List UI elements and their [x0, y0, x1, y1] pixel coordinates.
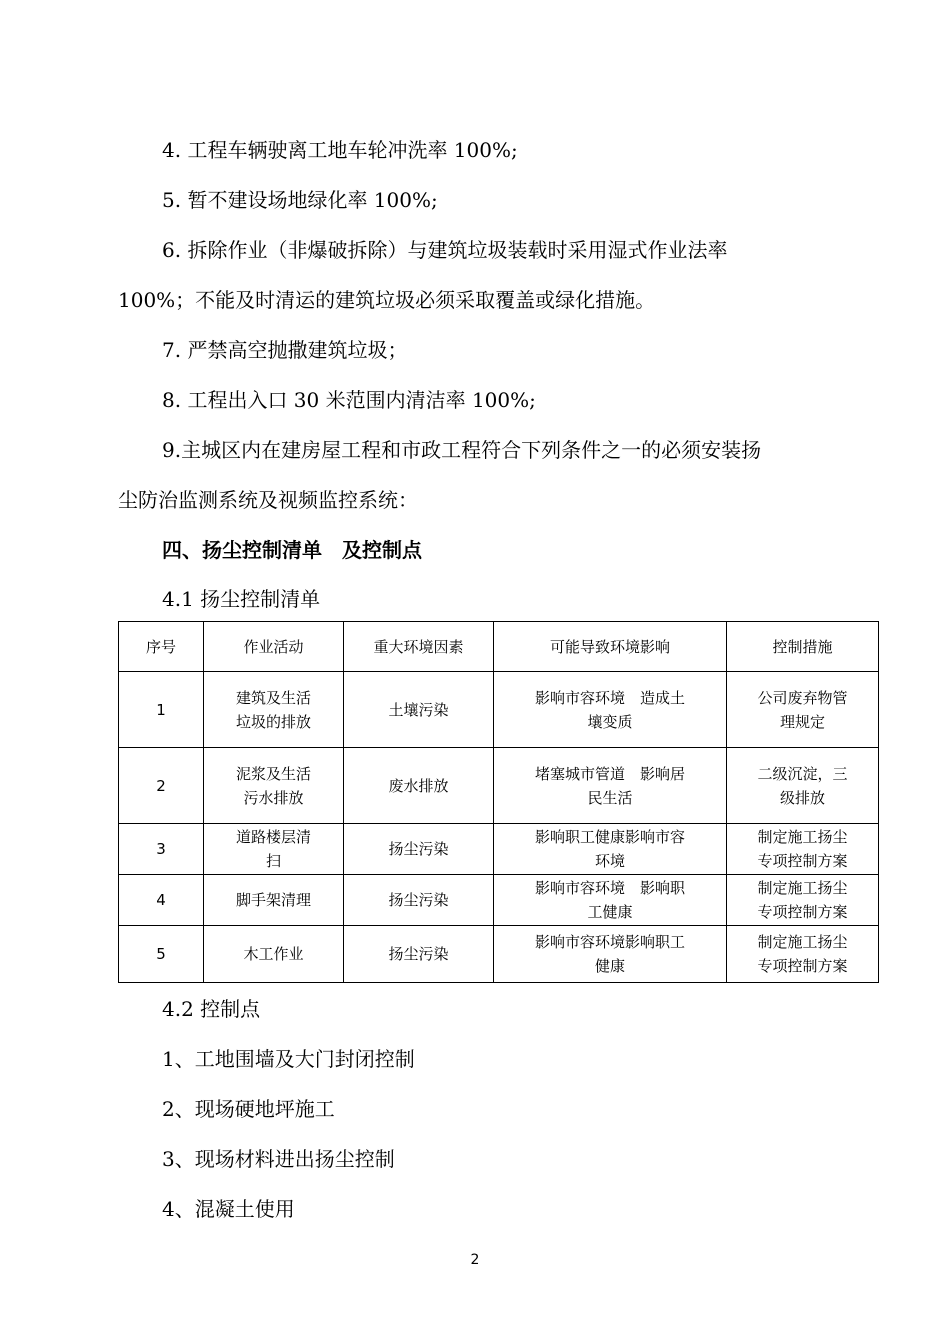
cell-no: 5 [119, 926, 204, 983]
item-6-continued: 100%；不能及时清运的建筑垃圾必须采取覆盖或绿化措施。 [118, 288, 656, 312]
cell-no: 2 [119, 748, 204, 824]
item-9: 9.主城区内在建房屋工程和市政工程符合下列条件之一的必须安装扬 [162, 438, 762, 462]
cell-factor: 扬尘污染 [344, 875, 494, 926]
cell-factor: 土壤污染 [344, 672, 494, 748]
control-point-3: 3、现场材料进出扬尘控制 [162, 1147, 395, 1171]
cell-activity: 木工作业 [204, 926, 344, 983]
page-number: 2 [470, 1252, 480, 1268]
control-point-4: 4、混凝土使用 [162, 1197, 295, 1221]
cell-impact: 影响市容环境 影响职 工健康 [494, 875, 727, 926]
dust-control-table [118, 621, 879, 983]
section-heading: 四、扬尘控制清单 及控制点 [162, 538, 422, 562]
cell-factor: 扬尘污染 [344, 824, 494, 875]
cell-impact: 影响市容环境影响职工 健康 [494, 926, 727, 983]
cell-measure: 公司废弃物管 理规定 [727, 672, 879, 748]
cell-measure: 制定施工扬尘 专项控制方案 [727, 875, 879, 926]
item-6: 6. 拆除作业（非爆破拆除）与建筑垃圾装载时采用湿式作业法率 [162, 238, 728, 262]
cell-impact: 影响市容环境 造成土 壤变质 [494, 672, 727, 748]
cell-factor: 扬尘污染 [344, 926, 494, 983]
item-8: 8. 工程出入口 30 米范围内清洁率 100%; [162, 388, 536, 412]
header-cell: 重大环境因素 [344, 622, 494, 672]
cell-activity: 建筑及生活 垃圾的排放 [204, 672, 344, 748]
header-cell: 控制措施 [727, 622, 879, 672]
cell-activity: 泥浆及生活 污水排放 [204, 748, 344, 824]
cell-impact: 堵塞城市管道 影响居 民生活 [494, 748, 727, 824]
cell-factor: 废水排放 [344, 748, 494, 824]
table-row [119, 672, 879, 748]
item-7: 7. 严禁高空抛撒建筑垃圾； [162, 338, 408, 362]
cell-activity: 道路楼层清 扫 [204, 824, 344, 875]
cell-impact: 影响职工健康影响市容 环境 [494, 824, 727, 875]
item-5: 5. 暂不建设场地绿化率 100%; [162, 188, 438, 212]
cell-no: 4 [119, 875, 204, 926]
header-cell: 序号 [119, 622, 204, 672]
sub-heading-control-points: 4.2 控制点 [162, 997, 261, 1021]
cell-activity: 脚手架清理 [204, 875, 344, 926]
table-row [119, 824, 879, 875]
table-row [119, 875, 879, 926]
item-9-continued: 尘防治监测系统及视频监控系统： [118, 488, 418, 512]
item-4: 4. 工程车辆驶离工地车轮冲洗率 100%; [162, 138, 518, 162]
table-row [119, 926, 879, 983]
sub-heading-dust-control-list: 4.1 扬尘控制清单 [162, 587, 321, 611]
table-header-row [119, 622, 879, 672]
cell-measure: 二级沉淀，三 级排放 [727, 748, 879, 824]
header-cell: 可能导致环境影响 [494, 622, 727, 672]
cell-measure: 制定施工扬尘 专项控制方案 [727, 926, 879, 983]
header-cell: 作业活动 [204, 622, 344, 672]
table-row [119, 748, 879, 824]
control-point-1: 1、工地围墙及大门封闭控制 [162, 1047, 415, 1071]
cell-measure: 制定施工扬尘 专项控制方案 [727, 824, 879, 875]
cell-no: 1 [119, 672, 204, 748]
cell-no: 3 [119, 824, 204, 875]
control-point-2: 2、现场硬地坪施工 [162, 1097, 335, 1121]
